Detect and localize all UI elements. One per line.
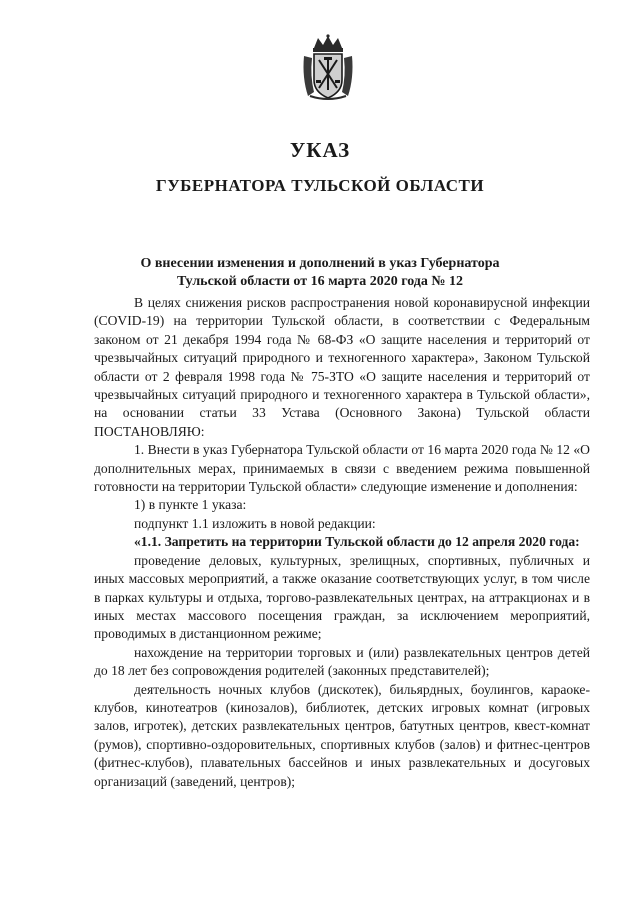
prohibition-events-paragraph: проведение деловых, культурных, зрелищных, спортивных, публичных и иных массовых мероприятий, а также оказание соответствующих услуг, в том числе в парках культуры и отдыха, торгово-развлекательных центрах, на аттракционах и в иных местах массового посещения граждан, за исключением мероприятий, проводимых в дистанционном режиме;	[94, 552, 590, 642]
subject-line-1: О внесении изменения и дополнений в указ Губернатора	[140, 256, 500, 271]
prohibition-heading: «1.1. Запретить на территории Тульской области до 12 апреля 2020 года:	[134, 534, 580, 550]
preamble-paragraph: В целях снижения рисков распространения новой коронавирусной инфекции (COVID-19) на территории Тульской области, в соответствии с Федеральным законом от 21 декабря 1994 года № 68-ФЗ «О защите населения и территорий от чрезвычайных ситуаций природного и техногенного характера», Законом Тульской области от 2 февраля 1998 года № 75-ЗТО «О защите населения и территорий от чрезвычайных ситуаций природного и техногенного характера в Тульской области», на основании статьи 33 Устава (Основного Закона) Тульской области ПОСТАНОВЛЯЮ:	[94, 295, 590, 439]
item-1-1-paragraph: 1) в пункте 1 указа:	[134, 497, 247, 513]
item-1-paragraph: 1. Внести в указ Губернатора Тульской области от 16 марта 2020 года № 12 «О дополнительных мерах, принимаемых в связи с введением режима повышенной готовности на территории Тульской области» следующие изменение и дополнения:	[94, 442, 590, 495]
document-subject	[0, 255, 640, 291]
coat-of-arms-icon	[300, 34, 356, 102]
prohibition-children-paragraph: нахождение на территории торговых и (или) развлекательных центров детей до 18 лет без сопровождения родителей (законных представителей);	[94, 644, 590, 679]
document-title: УКАЗ	[289, 138, 351, 162]
document-issuer: ГУБЕРНАТОРА ТУЛЬСКОЙ ОБЛАСТИ	[155, 176, 485, 195]
document-body	[94, 294, 590, 791]
subject-line-2: Тульской области от 16 марта 2020 года № 12	[177, 274, 463, 289]
prohibition-venues-paragraph: деятельность ночных клубов (дискотек), бильярдных, боулингов, караоке-клубов, кинотеатров (кинозалов), библиотек, детских игровых комнат (игровых залов, игротек), детских развлекательных центров, батутных центров, квест-комнат (румов), спортивно-оздоровительных, спортивных клубов (залов) и фитнес-центров (фитнес-клубов), плавательных бассейнов и иных развлекательных и досуговых организаций (заведений, центров);	[94, 681, 590, 789]
subitem-intro-paragraph: подпункт 1.1 изложить в новой редакции:	[134, 515, 376, 531]
